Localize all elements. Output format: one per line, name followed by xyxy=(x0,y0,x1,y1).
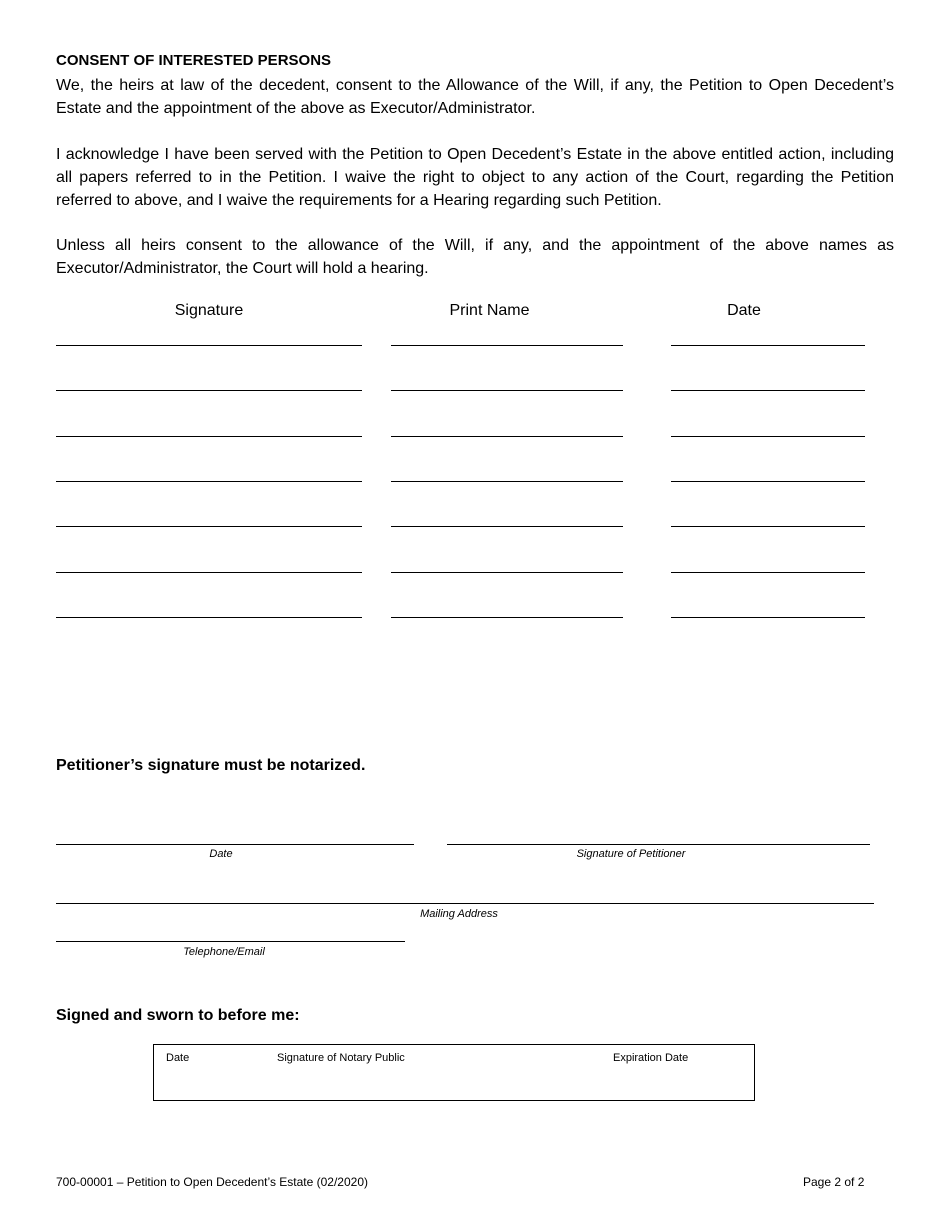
footer-form-id: 700-00001 – Petition to Open Decedent’s Estate (02/2020) xyxy=(56,1175,368,1189)
petitioner-date-label: Date xyxy=(209,848,233,860)
notary-expiration-label: Expiration Date xyxy=(613,1052,689,1064)
date-line[interactable] xyxy=(671,345,865,346)
notarized-notice: Petitioner’s signature must be notarized. xyxy=(56,757,366,774)
mailing-address-label: Mailing Address xyxy=(420,908,498,920)
date-line[interactable] xyxy=(671,617,865,618)
date-line[interactable] xyxy=(671,390,865,391)
date-line[interactable] xyxy=(671,572,865,573)
footer-page-number: Page 2 of 2 xyxy=(803,1175,865,1189)
notary-box xyxy=(153,1044,755,1101)
signature-line[interactable] xyxy=(56,390,362,391)
date-line[interactable] xyxy=(671,526,865,527)
consent-heading: CONSENT OF INTERESTED PERSONS xyxy=(56,52,332,69)
print-name-line[interactable] xyxy=(391,436,623,437)
signature-line[interactable] xyxy=(56,436,362,437)
telephone-email-line[interactable] xyxy=(56,941,405,942)
print-name-line[interactable] xyxy=(391,390,623,391)
mailing-address-line[interactable] xyxy=(56,903,874,904)
petitioner-signature-line[interactable] xyxy=(447,844,870,845)
print-name-line[interactable] xyxy=(391,345,623,346)
consent-paragraph-1: We, the heirs at law of the decedent, consent to the Allowance of the Will, if any, the Petition to Open Decedent’s Estate and the appointment of the above as Executor/Administrator. xyxy=(56,77,894,117)
telephone-email-label: Telephone/Email xyxy=(183,946,265,958)
petitioner-date-line[interactable] xyxy=(56,844,414,845)
column-header-signature: Signature xyxy=(174,302,244,319)
notary-signature-label: Signature of Notary Public xyxy=(277,1052,405,1064)
consent-paragraph-3: Unless all heirs consent to the allowance of the Will, if any, and the appointment of the above names as Executor/Administrator, the Court will hold a hearing. xyxy=(56,237,894,277)
print-name-line[interactable] xyxy=(391,526,623,527)
signature-line[interactable] xyxy=(56,572,362,573)
notary-heading: Signed and sworn to before me: xyxy=(56,1007,300,1024)
print-name-line[interactable] xyxy=(391,572,623,573)
date-line[interactable] xyxy=(671,436,865,437)
print-name-line[interactable] xyxy=(391,617,623,618)
date-line[interactable] xyxy=(671,481,865,482)
signature-line[interactable] xyxy=(56,345,362,346)
signature-line[interactable] xyxy=(56,617,362,618)
consent-paragraph-2: I acknowledge I have been served with the Petition to Open Decedent’s Estate in the above entitled action, including all papers referred to in the Petition. I waive the right to object to any action of the Court, regarding the Petition referred to above, and I waive the requirements for a Hearing regarding such Petition. xyxy=(56,146,894,209)
signature-line[interactable] xyxy=(56,481,362,482)
column-header-date: Date xyxy=(727,302,761,319)
signature-line[interactable] xyxy=(56,526,362,527)
column-header-print-name: Print Name xyxy=(449,302,530,319)
print-name-line[interactable] xyxy=(391,481,623,482)
notary-date-label: Date xyxy=(166,1052,190,1064)
petitioner-signature-label: Signature of Petitioner xyxy=(576,848,686,860)
